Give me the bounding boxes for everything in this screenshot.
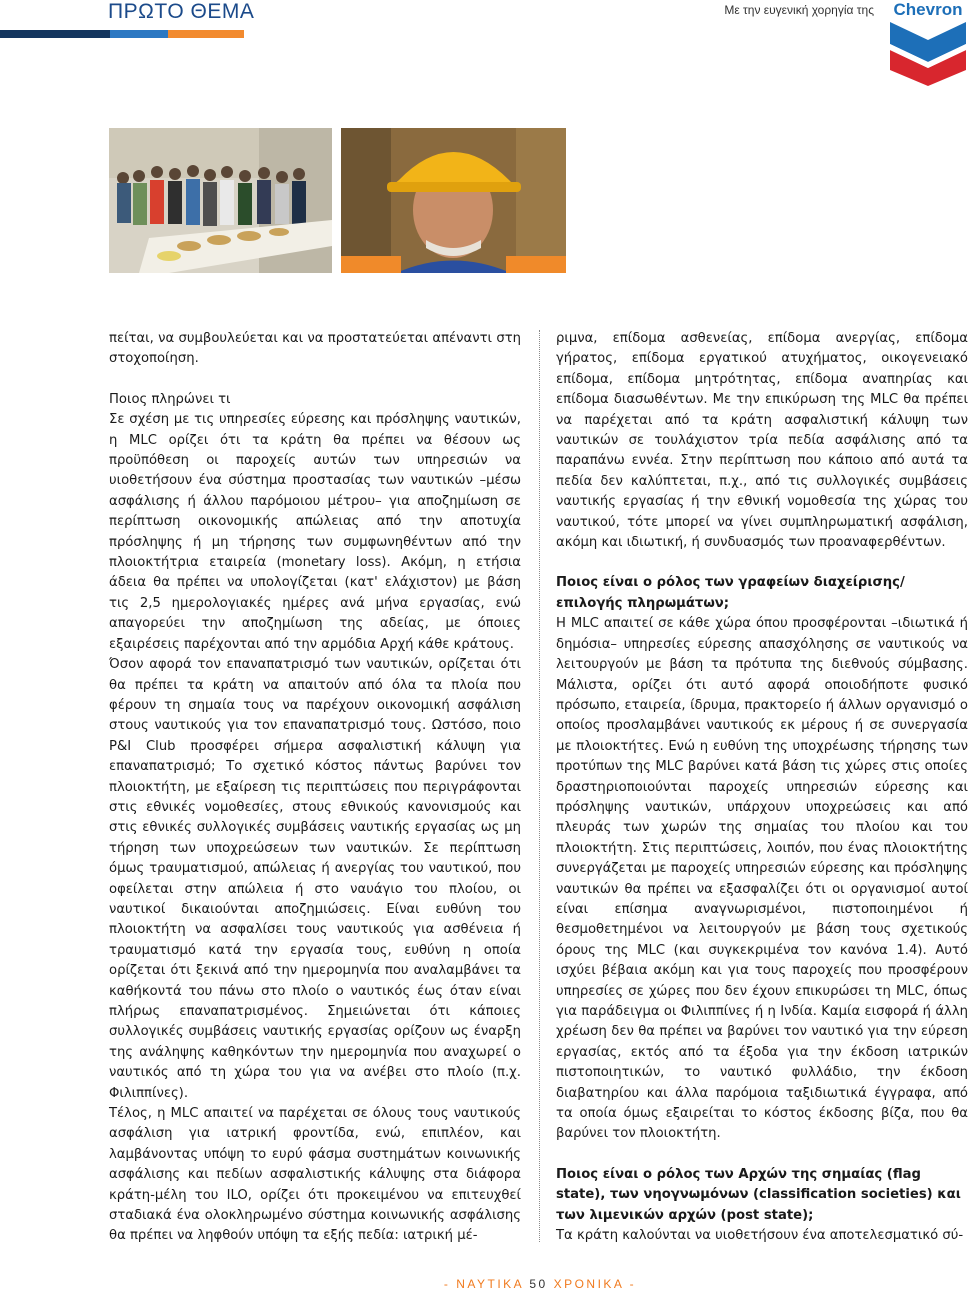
worker-portrait-photo — [341, 128, 566, 273]
column-divider — [539, 330, 540, 1242]
chevron-logo — [888, 0, 968, 86]
header-bar-orange — [168, 30, 244, 38]
paragraph: Σε σχέση με τις υπηρεσίες εύρεσης και πρόσληψης ναυτικών, η MLC ορίζει ότι τα κράτη θα πρέπει να θέσουν ως προϋπόθεση οι παροχείς αυτών των υπηρεσιών να υιοθετήσουν ένα σύστημα προστασίας των ναυτικών –μέσω ασφάλισης ή άλλου παρόμοιου μέτρου– για αποζημίωση σε περίπτωση οικονομικής απώλειας από την αποτυχία πρόσληψης ή μη τήρησης των συμφωνηθέντων από την πλοιοκτήτρια εταιρεία (monetary loss). Ακόμη, η ετήσια άδεια θα πρέπει να υπολογίζεται (κατ' ελάχιστον) με βάση τις 2,5 ημερολογιακές ημέρες ανά μήνα εργασίας, ενώ απαγορεύει την αποζημίωση της αδείας, με όποιες εξαιρέσεις παρέχονται από την αρμόδια Αρχή κάθε κράτους. — [109, 412, 521, 652]
header-bar-blue — [110, 30, 168, 38]
paragraph: Όσον αφορά τον επαναπατρισμό των ναυτικών, ορίζεται ότι θα πρέπει τα κράτη να απαιτούν από όλα τα πλοία που φέρουν τη σημαία τους να παρέχουν οικονομική ασφάλιση στους ναυτικούς για τον επαναπατρισμό τους. Ωστόσο, ποιο P&I Club προσφέρει σήμερα ασφαλιστική κάλυψη για επαναπατρισμό; Το σχετικό κόστος πάντως βαρύνει τον πλοιοκτήτη, με εξαίρεση τις περιπτώσεις που περιγράφονται στις εθνικές νομοθεσίες, στους εθνικούς κανονισμούς και στις εθνικές συλλογικές συμβάσεις ναυτικής εργασίας ως μη τήρηση των υποχρεώσεων των ναυτικών. Σε περίπτωση όμως τραυματισμού, απώλειας ή ανεργίας του ναυτικού, που οφείλεται στην απώλεια ή στο ναυάγιο του πλοίου, οι ναυτικοί δικαιούνται αποζημιώσεις. Είναι ευθύνη του πλοιοκτήτη να ασφαλίσει τους ναυτικούς για ασθένεια ή τραυματισμό κατά την εργασία τους, ευθύνη η οποία ορίζεται ότι ξεκινά από την ημερομηνία που αναλαμβάνει τα καθήκοντά του πάνω στο πλοίο ο ναυτικός έως όταν είναι πλήρως επαναπατρισμένος. Σημειώνεται ότι κάποιες συλλογικές συμβάσεις ναυτικής εργασίας ορίζουν ως έναρξη της ανάληψης καθηκόντων την ημερομηνία που αναχωρεί ο ναυτικός από τη χώρα του για να ανέβει στο πλοίο (π.χ. Φιλιππίνες). — [109, 657, 521, 1101]
page-number: 50 — [529, 1277, 548, 1291]
crew-group-photo — [109, 128, 332, 273]
paragraph: ριμνα, επίδομα ασθενείας, επίδομα ανεργίας, επίδομα γήρατος, επίδομα εργατικού ατυχήματος, οικογενειακό επίδομα, επίδομα μητρότητας, επίδομα αναπηρίας και επίδομα διασωθέντων. Με την επικύρωση της MLC θα πρέπει να παρέχεται από τα κράτη ασφαλιστική κάλυψη των ναυτικών σε τουλάχιστον τρία πεδία ασφάλισης από τα παραπάνω εννέα. Στην περίπτωση που κάποιο από αυτά τα πεδία δεν καλύπτεται, π.χ., από τις συλλογικές συμβάσεις ναυτικής εργασίας ή την εθνική νομοθεσία της χώρας του ναυτικού, τότε μπορεί να γίνει συμπληρωματική ασφάλιση, ακόμη και ιδιωτική, ή συνδυασμός των προαναφερθέντων. — [556, 331, 968, 551]
svg-text:Chevron: Chevron — [893, 0, 963, 19]
article-column-left — [109, 329, 521, 1247]
sponsor-text: Με την ευγενική χορηγία της — [724, 3, 874, 17]
footer-publication-left: - ΝΑΥΤΙΚΑ — [443, 1277, 524, 1291]
article-column-right — [556, 329, 968, 1246]
section-heading: Ποιος είναι ο ρόλος των γραφείων διαχείρισης/επιλογής πληρωμάτων; — [556, 575, 905, 611]
section-title: ΠΡΩΤΟ ΘΕΜΑ — [108, 0, 255, 23]
paragraph: Η MLC απαιτεί σε κάθε χώρα όπου προσφέρονται –ιδιωτικά ή δημόσια– υπηρεσίες εύρεσης απασχόλησης σε ναυτικούς να λειτουργούν με βάση τα πρότυπα της διεθνούς σύμβασης. Μάλιστα, ορίζει ότι αυτό αφορά οποιοδήποτε φυσικό πρόσωπο, εταιρεία, ίδρυμα, πρακτορείο ή άλλων οργανισμό ο οποίος προσλαμβάνει ναυτικούς εκ μέρους ή σε συνεργασία με πλοιοκτήτες. Ενώ η ευθύνη της υποχρέωσης τήρησης των προτύπων της MLC βαρύνει κατά βάση τις χώρες στις οποίες δραστηριοποιούνται παροχείς υπηρεσιών εύρεσης και πρόσληψης ναυτικών, υπάρχουν υποχρεώσεις και από πλευράς των χωρών της σημαίας του πλοίου και του πλοιοκτήτη. Στις περιπτώσεις, λοιπόν, που ένας πλοιοκτήτης συνεργάζεται με παροχείς υπηρεσιών εύρεσης και πρόσληψης ναυτικών θα πρέπει να εξασφαλίζει ότι οι οργανισμοί αυτοί είναι επίσημα αναγνωρισμένοι, πιστοποιημένοι ή θεσμοθετημένοι να λειτουργούν με βάση τους σχετικούς όρους της MLC (και συγκεκριμένα τον κανόνα 1.4). Αυτό ισχύει βέβαια ακόμη και για τους παροχείς που προσφέρουν υπηρεσίες σε χώρες που δεν έχουν επικυρώσει τη MLC, όπως για παράδειγμα οι Φιλιππίνες ή η Ινδία. Καμία εισφορά ή άλλη χρέωση δεν θα πρέπει να βαρύνει τον ναυτικό για την εύρεση εργασίας, εκτός από τα έξοδα για την έκδοση ιατρικών πιστοποιητικών, το ναυτικό φυλλάδιο, την έκδοση διαβατηρίου και άλλα παρόμοια ταξιδιωτικά έγγραφα, από τα οποία όμως εξαιρείται το κόστος έκδοσης βίζα, που θα βαρύνει τον πλοιοκτήτη. — [556, 616, 968, 1142]
paragraph: Τα κράτη καλούνται να υιοθετήσουν ένα αποτελεσματικό σύ- — [556, 1228, 964, 1244]
section-heading: Ποιος είναι ο ρόλος των Αρχών της σημαίας (flag state), των νηογνωμόνων (classification societies) και των λιμενικών αρχών (post state); — [556, 1166, 961, 1223]
paragraph: Τέλος, η MLC απαιτεί να παρέχεται σε όλους τους ναυτικούς ασφάλιση για ιατρική φροντίδα, ενώ, επιπλέον, και λαμβάνοντας υπόψη το ευρύ φάσμα συστημάτων κοινωνικής ασφάλισης και πεδίων ασφαλιστικής κάλυψης στα διάφορα κράτη-μέλη του ILO, ορίζει ότι προκειμένου να επιτευχθεί σταδιακά ένα ολοκληρωμένο σύστημα κοινωνικής ασφάλισης θα πρέπει να ληφθούν υπόψη τα εξής πεδία: ιατρική μέ- — [109, 1106, 521, 1244]
paragraph: πείται, να συμβουλεύεται και να προστατεύεται απέναντι στη στοχοποίηση. — [109, 331, 521, 367]
page-footer — [0, 1277, 968, 1291]
header-bar-dark — [0, 30, 110, 38]
section-heading: Ποιος πληρώνει τι — [109, 391, 231, 407]
footer-publication-right: ΧΡΟΝΙΚΑ - — [553, 1277, 637, 1291]
